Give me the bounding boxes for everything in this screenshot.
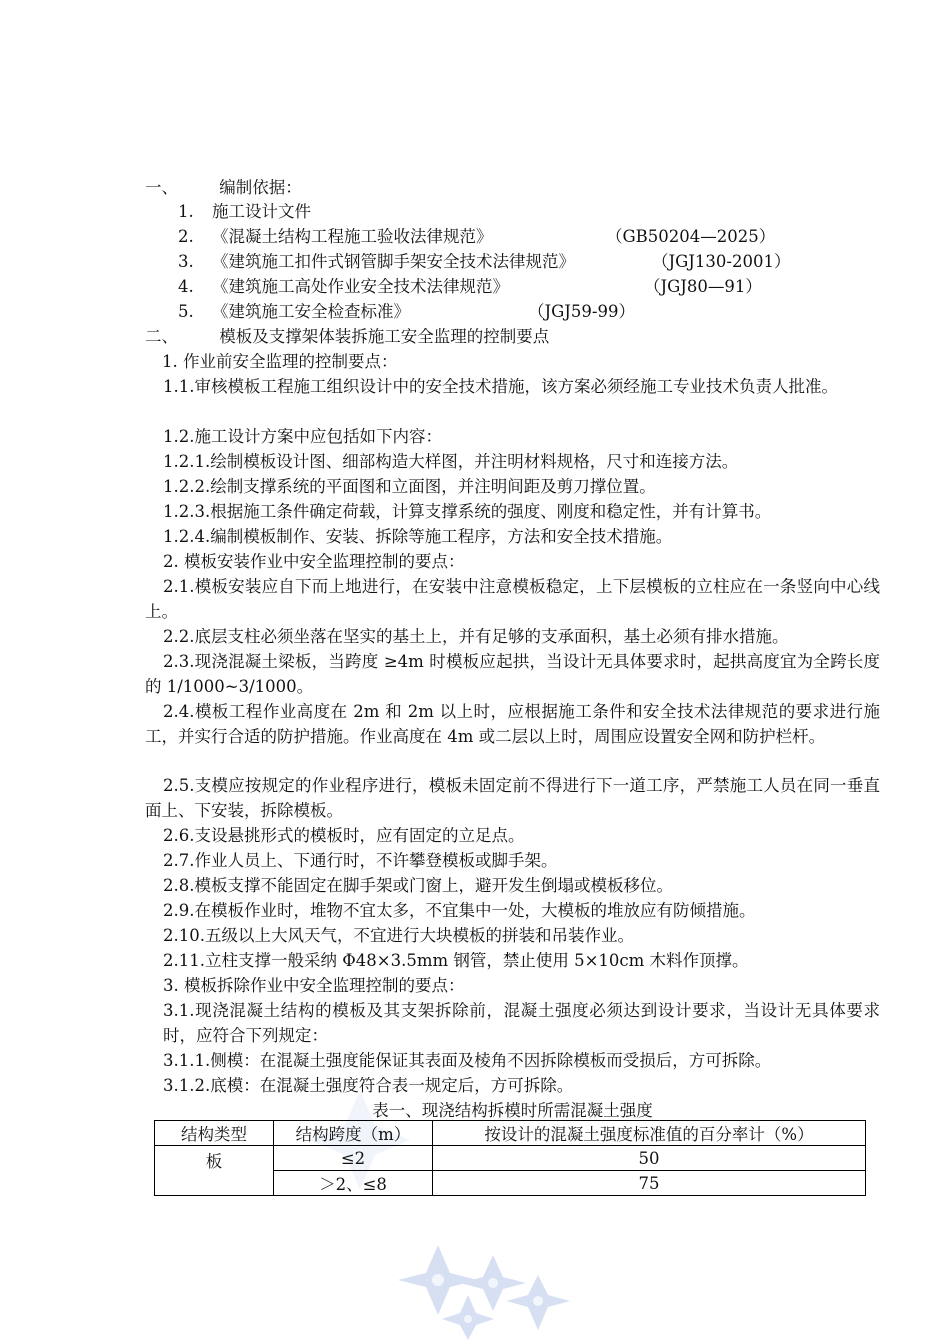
paragraph-2-9: 2.9.在模板作业时，堆物不宜太多，不宜集中一处，大模板的堆放应有防倾措施。 [163,901,756,920]
item-number: 3. [178,252,194,271]
paragraph-1-2: 1.2.施工设计方案中应包括如下内容： [163,427,442,446]
subheading-1: 1. 作业前安全监理的控制要点： [162,352,398,371]
subheading-2: 2. 模板安装作业中安全监理控制的要点： [163,552,465,571]
reference-item-3 [178,249,913,274]
table-caption: 表一、现浇结构拆模时所需混凝土强度 [372,1101,653,1120]
cell-percent: 50 [433,1146,866,1171]
table-header-row [155,1121,866,1146]
reference-item-1 [178,199,913,224]
column-header-structure-type: 结构类型 [155,1121,274,1146]
item-text: 《建筑施工安全检查标准》 [212,302,410,321]
paragraph-2-8: 2.8.模板支撑不能固定在脚手架或门窗上，避开发生倒塌或模板移位。 [163,876,673,895]
reference-item-2 [178,224,913,249]
paragraph-1-2-3: 1.2.3.根据施工条件确定荷载，计算支撑系统的强度、刚度和稳定性，并有计算书。 [163,502,772,521]
section1-number: 一、 [145,178,178,197]
item-standard-code: （JGJ130-2001） [652,252,791,271]
item-text: 《混凝土结构工程施工验收法律规范》 [212,227,493,246]
column-header-span: 结构跨度（m） [274,1121,433,1146]
item-number: 2. [178,227,194,246]
item-text: 施工设计文件 [212,202,311,221]
paragraph-2-7: 2.7.作业人员上、下通行时，不许攀登模板或脚手架。 [163,851,558,870]
paragraph-3-1-1: 3.1.1.侧模：在混凝土强度能保证其表面及棱角不因拆除模板而受损后，方可拆除。 [163,1051,772,1070]
section2-heading [145,324,880,349]
paragraph-1-2-1: 1.2.1.绘制模板设计图、细部构造大样图，并注明材料规格，尺寸和连接方法。 [163,452,739,471]
snowflake-watermark-icon [398,1235,573,1340]
item-number: 1. [178,202,194,221]
paragraph-3-1: 3.1.现浇混凝土结构的模板及其支架拆除前，混凝土强度必须达到设计要求，当设计无具体要求时，应符合下列规定： [163,1001,880,1045]
paragraph-3-1-2: 3.1.2.底模：在混凝土强度符合表一规定后，方可拆除。 [163,1076,574,1095]
section2-number: 二、 [145,327,178,346]
section1-heading [145,175,880,200]
item-standard-code: （JGJ80—91） [644,277,762,296]
cell-percent: 75 [433,1171,866,1196]
item-standard-code: （JGJ59-99） [528,302,635,321]
paragraph-2-11: 2.11.立柱支撑一般采纳 Φ48×3.5mm 钢管，禁止使用 5×10cm 木料作顶撑。 [163,951,749,970]
reference-item-4 [178,274,913,299]
column-header-percent: 按设计的混凝土强度标准值的百分率计（%） [433,1121,866,1146]
strength-table [154,1120,866,1196]
paragraph-2-10: 2.10.五级以上大风天气，不宜进行大块模板的拼装和吊装作业。 [163,926,634,945]
cell-span: ＞2、≤8 [274,1171,433,1196]
section2-title: 模板及支撑架体装拆施工安全监理的控制要点 [219,327,550,346]
paragraph-1-2-2: 1.2.2.绘制支撑系统的平面图和立面图，并注明间距及剪刀撑位置。 [163,477,656,496]
item-number: 5. [178,302,194,321]
paragraph-2-6: 2.6.支设悬挑形式的模板时，应有固定的立足点。 [163,826,525,845]
paragraph-2-4: 2.4.模板工程作业高度在 2m 和 2m 以上时，应根据施工条件和安全技术法律规范的要求进行施工，并实行合适的防护措施。作业高度在 4m 或二层以上时，周围应设置安全网和防护栏杆。 [145,702,880,746]
table-row [155,1146,866,1171]
paragraph-2-3: 2.3.现浇混凝土梁板，当跨度 ≥4m 时模板应起拱，当设计无具体要求时，起拱高度宜为全跨长度的 1/1000~3/1000。 [145,652,880,696]
paragraph-1-1: 1.1.审核模板工程施工组织设计中的安全技术措施，该方案必须经施工专业技术负责人批准。 [163,377,838,396]
cell-structure-type: 板 [155,1146,274,1196]
section1-title: 编制依据： [219,178,302,197]
reference-item-5 [178,299,913,324]
item-text: 《建筑施工高处作业安全技术法律规范》 [212,277,509,296]
item-number: 4. [178,277,194,296]
cell-span: ≤2 [274,1146,433,1171]
paragraph-2-1: 2.1.模板安装应自下而上地进行，在安装中注意模板稳定，上下层模板的立柱应在一条竖向中心线上。 [145,577,880,621]
paragraph-2-5: 2.5.支模应按规定的作业程序进行，模板未固定前不得进行下一道工序，严禁施工人员在同一垂直面上、下安装，拆除模板。 [145,776,880,820]
subheading-3: 3. 模板拆除作业中安全监理控制的要点： [163,976,465,995]
paragraph-2-2: 2.2.底层支柱必须坐落在坚实的基土上，并有足够的支承面积，基土必须有排水措施。 [163,627,789,646]
item-text: 《建筑施工扣件式钢管脚手架安全技术法律规范》 [212,252,575,271]
item-standard-code: （GB50204—2025） [606,227,776,246]
paragraph-1-2-4: 1.2.4.编制模板制作、安装、拆除等施工程序，方法和安全技术措施。 [163,527,673,546]
